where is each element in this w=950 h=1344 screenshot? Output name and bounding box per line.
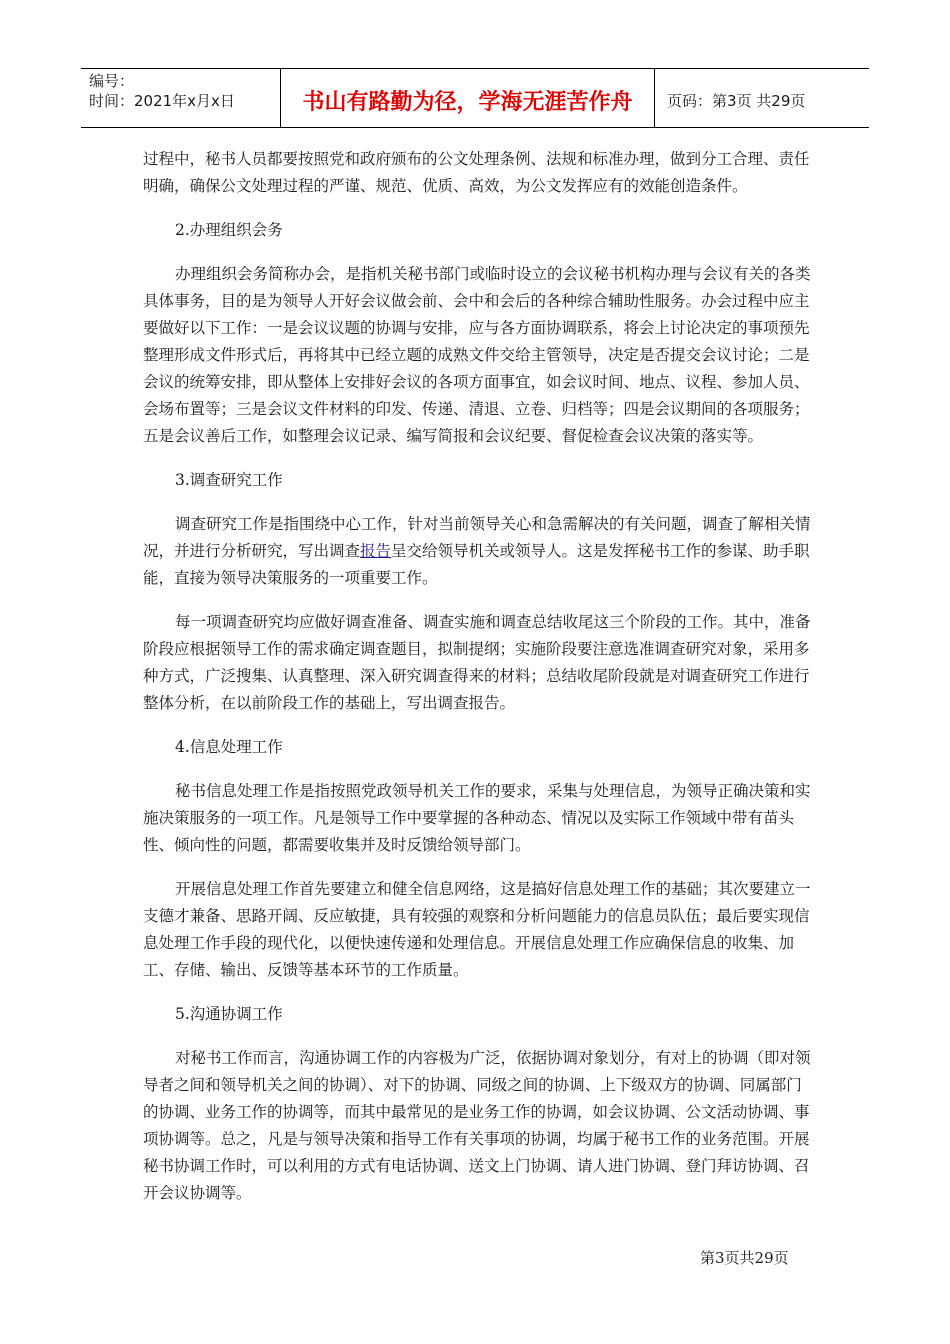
report-link[interactable]: 报告 — [360, 542, 392, 560]
paragraph-meeting-affairs: 办理组织会务简称办会，是指机关秘书部门或临时设立的会议秘书机构办理与会议有关的各类具体事务，目的是为领导人开好会议做会前、会中和会后的各种综合辅助性服务。办会过程中应主要做好以下工作：一是会议议题的协调与安排，应与各方面协调联系，将会上讨论决定的事项预先整理形成文件形式后，再将其中已经立题的成熟文件交给主管领导，决定是否提交会议讨论；二是会议的统筹安排，即从整体上安排好会议的各项方面事宜，如会议时间、地点、议程、参加人员、会场布置等；三是会议文件材料的印发、传递、清退、立卷、归档等；四是会议期间的各项服务；五是会议善后工作，如整理会议记录、编写简报和会议纪要、督促检查会议决策的落实等。 — [143, 265, 811, 445]
paragraph-research-part2: 呈交给领导机关或领导人。这是发挥秘书工作的参谋、助手职能，直接为领导决策服务的一项重要工作。 — [143, 542, 810, 587]
document-body — [143, 146, 815, 1207]
document-number-label: 编号： — [89, 72, 135, 90]
paragraph-information: 秘书信息处理工作是指按照党政领导机关工作的要求，采集与处理信息，为领导正确决策和实施决策服务的一项工作。凡是领导工作中要掌握的各种动态、情况以及实际工作领域中带有苗头性、倾向性的问题，都需要收集并及时反馈给领导部门。 — [143, 782, 811, 854]
header-motto: 书山有路勤为径，学海无涯苦作舟 — [281, 69, 655, 127]
section-heading-3: 3.调查研究工作 — [175, 471, 283, 489]
section-heading-4: 4.信息处理工作 — [175, 738, 283, 756]
section-heading-5: 5.沟通协调工作 — [175, 1005, 283, 1023]
document-time-label: 时间：2021年x月x日 — [89, 92, 235, 110]
header-meta — [81, 69, 281, 127]
header-page-number: 页码：第3页 共29页 — [667, 91, 806, 110]
section-heading-2: 2.办理组织会务 — [175, 221, 283, 239]
paragraph-research-stages: 每一项调查研究均应做好调查准备、调查实施和调查总结收尾这三个阶段的工作。其中，准备阶段应根据领导工作的需求确定调查题目，拟制提纲；实施阶段要注意选准调查研究对象，采用多种方式，广泛搜集、认真整理、深入研究调查得来的材料；总结收尾阶段就是对调查研究工作进行整体分析，在以前阶段工作的基础上，写出调查报告。 — [143, 613, 811, 712]
page-header — [81, 68, 869, 128]
paragraph-research — [143, 511, 815, 592]
page-footer: 第3页共29页 — [700, 1249, 789, 1267]
paragraph-research-part1: 调查研究工作是指围绕中心工作，针对当前领导关心和急需解决的有关问题，调查了解相关情况，并进行分析研究，写出调查 — [143, 515, 811, 560]
paragraph-continuation: 过程中，秘书人员都要按照党和政府颁布的公文处理条例、法规和标准办理，做到分工合理、责任明确，确保公文处理过程的严谨、规范、优质、高效，为公文发挥应有的效能创造条件。 — [143, 150, 810, 195]
paragraph-information-network: 开展信息处理工作首先要建立和健全信息网络，这是搞好信息处理工作的基础；其次要建立一支德才兼备、思路开阔、反应敏捷，具有较强的观察和分析问题能力的信息员队伍；最后要实现信息处理工作手段的现代化，以便快速传递和处理信息。开展信息处理工作应确保信息的收集、加工、存储、输出、反馈等基本环节的工作质量。 — [143, 880, 811, 979]
paragraph-coordination: 对秘书工作而言，沟通协调工作的内容极为广泛，依据协调对象划分，有对上的协调（即对领导者之间和领导机关之间的协调）、对下的协调、同级之间的协调、上下级双方的协调、同属部门的协调、业务工作的协调等，而其中最常见的是业务工作的协调，如会议协调、公文活动协调、事项协调等。总之，凡是与领导决策和指导工作有关事项的协调，均属于秘书工作的业务范围。开展秘书协调工作时，可以利用的方式有电话协调、送文上门协调、请人进门协调、登门拜访协调、召开会议协调等。 — [143, 1049, 811, 1202]
